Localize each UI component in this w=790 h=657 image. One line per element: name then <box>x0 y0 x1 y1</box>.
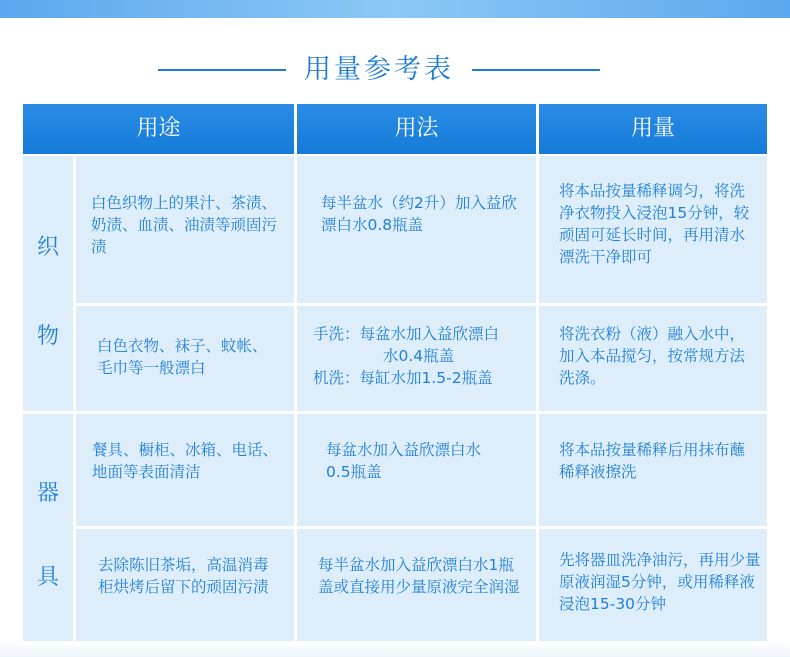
method-line: 水0.4瓶盖 <box>383 347 455 365</box>
table-cell-method: 每半盆水（约2升）加入益欣漂白水0.8瓶盖 <box>297 156 536 303</box>
page-title: 用量参考表 <box>304 54 454 85</box>
method-line: 机洗：每缸水加1.5-2瓶盖 <box>313 369 493 387</box>
category-fabrics <box>23 156 73 411</box>
category-fabrics-char-2: 物 <box>36 324 59 349</box>
top-decor-band <box>0 0 790 18</box>
table-cell-use: 白色织物上的果汁、茶渍、奶渍、血渍、油渍等顽固污渍 <box>76 156 294 303</box>
category-utensils <box>23 414 73 641</box>
category-utensils-char-2: 具 <box>36 565 59 590</box>
table-cell-dosage: 先将器皿洗净油污，再用少量原液润湿5分钟，或用稀释液浸泡15-30分钟 <box>539 529 767 641</box>
table-cell-use: 餐具、橱柜、冰箱、电话、地面等表面清洁 <box>76 414 294 526</box>
header-dosage: 用量 <box>539 104 767 154</box>
table-cell-dosage: 将本品按量稀释调匀，将洗净衣物投入浸泡15分钟，较顽固可延长时间，再用清水漂洗干净即可 <box>539 156 767 303</box>
table-cell-dosage: 将洗衣粉（液）融入水中，加入本品搅匀，按常规方法洗涤。 <box>539 306 767 411</box>
table-cell-use: 白色衣物、袜子、蚊帐、毛巾等一般漂白 <box>76 306 294 411</box>
table-cell-method: 每半盆水加入益欣漂白水1瓶盖或直接用少量原液完全润湿 <box>297 529 536 641</box>
table-cell-dosage: 将本品按量稀释后用抹布蘸稀释液擦洗 <box>539 414 767 526</box>
title-line-left <box>158 69 286 71</box>
category-fabrics-char-1: 织 <box>36 235 59 260</box>
usage-table <box>23 104 767 641</box>
bottom-decor-fade <box>0 641 790 657</box>
header-method: 用法 <box>297 104 536 154</box>
method-line: 手洗：每盆水加入益欣漂白 <box>313 325 500 343</box>
table-cell-method <box>297 306 536 411</box>
title-line-right <box>472 69 600 71</box>
table-cell-use: 去除陈旧茶垢，高温消毒柜烘烤后留下的顽固污渍 <box>76 529 294 641</box>
table-cell-method: 每盆水加入益欣漂白水0.5瓶盖 <box>297 414 536 526</box>
title-area <box>0 48 790 92</box>
header-use: 用途 <box>23 104 294 154</box>
category-utensils-char-1: 器 <box>36 481 59 506</box>
